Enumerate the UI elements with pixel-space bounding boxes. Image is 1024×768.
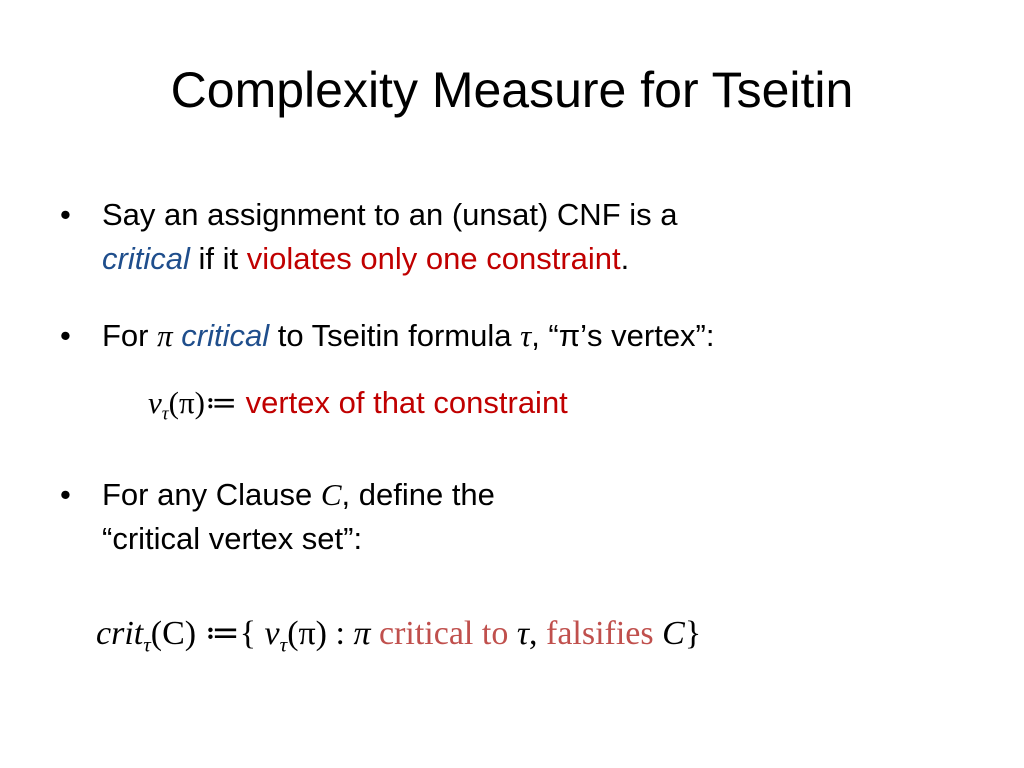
symbol-close-brace: }: [684, 615, 702, 652]
subscript-tau: τ: [279, 632, 288, 657]
text-vertex-of-constraint: vertex of that constraint: [236, 385, 568, 420]
term-critical: critical: [172, 318, 270, 353]
symbol-pi: π: [157, 318, 173, 353]
equation-vertex-def: [148, 381, 568, 437]
symbol-crit: crit: [96, 615, 144, 652]
bullet-dot: •: [60, 477, 71, 512]
bullet-1-line-1: Say an assignment to an (unsat) CNF is a: [102, 197, 678, 232]
text-for: For: [102, 318, 158, 353]
text-period: .: [620, 241, 630, 276]
symbol-v: v: [148, 385, 162, 420]
term-critical: critical: [102, 241, 190, 276]
symbol-argpi: (π) :: [287, 615, 354, 652]
text-violates: violates only one constraint: [246, 241, 621, 276]
symbol-C: C: [662, 615, 685, 652]
text-for-any-clause: For any Clause: [102, 477, 321, 512]
symbol-tau: τ: [520, 318, 532, 353]
text-critical-to: critical to: [370, 615, 517, 652]
text-falsifies: falsifies: [546, 615, 663, 652]
text-vertex-quote: , “π’s vertex”:: [531, 318, 715, 353]
symbol-C: C: [320, 477, 342, 512]
symbol-argC: (C) ≔{: [150, 615, 265, 652]
text-to-formula: to Tseitin formula: [269, 318, 521, 353]
symbol-pi: π: [353, 615, 371, 652]
text-if-it: if it: [189, 241, 247, 276]
symbol-v: v: [264, 615, 280, 652]
bullet-3-line-1: [102, 473, 495, 517]
symbol-tau: τ: [516, 615, 529, 652]
subscript-tau: τ: [161, 403, 169, 425]
bullet-pi-vertex: [60, 314, 715, 358]
bullet-2-line: [102, 314, 715, 358]
bullet-dot: •: [60, 318, 71, 353]
equation-crit-def: [96, 610, 701, 668]
bullet-critical-vertex-set: [60, 473, 495, 561]
bullet-1-line-2: [102, 237, 677, 281]
text-define-the: , define the: [341, 477, 495, 512]
symbol-arg: (π)≔: [168, 385, 237, 420]
bullet-dot: •: [60, 197, 71, 232]
bullet-critical-definition: [60, 193, 677, 281]
slide-title: Complexity Measure for Tseitin: [170, 62, 854, 118]
bullet-3-line-2: “critical vertex set”:: [102, 521, 363, 556]
subscript-tau: τ: [143, 632, 151, 657]
symbol-comma: ,: [529, 615, 546, 652]
